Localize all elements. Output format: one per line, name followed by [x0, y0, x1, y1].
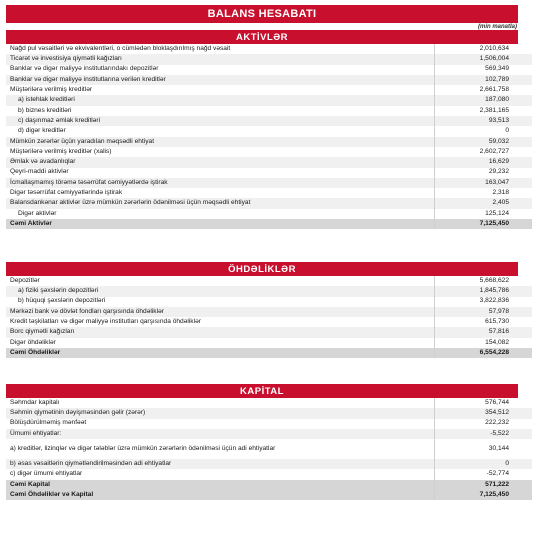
row-label: Ticarət və investisiya qiymətli kağızları: [6, 54, 435, 64]
row-value: 1,506,004: [435, 54, 533, 64]
table-row: [6, 54, 532, 64]
row-value: 2,381,165: [435, 106, 533, 116]
row-label: Cəmi Öhdəliklər: [6, 348, 435, 358]
row-label: İcmallaşmamış törəmə təsərrüfat cəmiyyətlərdə iştirak: [6, 178, 435, 188]
row-value: 59,032: [435, 137, 533, 147]
row-label: b) biznes kreditləri: [6, 106, 435, 116]
row-label: Borc qiymətli kağızları: [6, 327, 435, 337]
section-capital: [6, 384, 518, 500]
row-value: 154,082: [435, 338, 533, 348]
row-value: 2,661,758: [435, 85, 533, 95]
table-row: [6, 95, 532, 105]
table-row: [6, 126, 532, 136]
table-row: [6, 106, 532, 116]
row-label: a) kreditlər, lizinqlər və digər tələblər üzrə mümkün zərərlərin ödənilməsi üçün adi ehtiyatlar: [6, 439, 435, 459]
table-row: [6, 338, 532, 348]
row-label: b) hüquqi şəxslərin depozitləri: [6, 297, 435, 307]
row-value: 57,816: [435, 327, 533, 337]
row-label: a) istehlak kreditləri: [6, 95, 435, 105]
table-row: [6, 307, 532, 317]
row-label: Nağd pul vəsaitləri və ekvivalentləri, o cümlədən bloklaşdırılmış nağd vəsait: [6, 44, 435, 54]
liabilities-table: [6, 276, 532, 358]
row-label: Banklar və digər maliyyə institutlarına verilən kreditlər: [6, 75, 435, 85]
row-value: 102,789: [435, 75, 533, 85]
table-row: [6, 209, 532, 219]
row-value: 125,124: [435, 209, 533, 219]
row-label: Cəmi Aktivlər: [6, 219, 435, 229]
row-label: Mərkəzi bank və dövlət fondları qarşısında öhdəliklər: [6, 307, 435, 317]
row-label: Digər öhdəliklər: [6, 338, 435, 348]
row-value: 163,047: [435, 178, 533, 188]
row-label: Müştərilərə verilmiş kreditlər (xalis): [6, 147, 435, 157]
section-heading-liabilities: ÖHDƏLİKLƏR: [6, 262, 518, 276]
total-row: [6, 490, 532, 500]
row-label: Əmlak və avadanlıqlar: [6, 157, 435, 167]
row-label: Səhmdar kapitalı: [6, 398, 435, 408]
row-value: 5,668,622: [435, 276, 533, 286]
table-row: [6, 286, 532, 296]
row-value: 6,554,228: [435, 348, 533, 358]
row-value: 222,232: [435, 419, 533, 429]
row-value: 7,125,450: [435, 490, 533, 500]
row-label: b) əsas vəsaitlərin qiymətləndirilməsindən adi ehtiyatlar: [6, 459, 435, 469]
row-value: 571,222: [435, 480, 533, 490]
table-row: [6, 85, 532, 95]
table-row: [6, 327, 532, 337]
row-label: Cəmi Kapital: [6, 480, 435, 490]
assets-table: [6, 44, 532, 229]
total-row: [6, 348, 532, 358]
row-value: 2,318: [435, 188, 533, 198]
table-row: [6, 178, 532, 188]
row-value: 3,822,836: [435, 297, 533, 307]
row-label: d) digər kreditlər: [6, 126, 435, 136]
row-value: 7,125,450: [435, 219, 533, 229]
row-label: Bölüşdürülməmiş mənfəət: [6, 419, 435, 429]
row-label: Müştərilərə verilmiş kreditlər: [6, 85, 435, 95]
table-row: [6, 469, 532, 479]
table-row: [6, 398, 532, 408]
row-label: Digər təsərrüfat cəmiyyətlərində iştirak: [6, 188, 435, 198]
row-value: 0: [435, 126, 533, 136]
table-row: [6, 429, 532, 439]
row-label: Ümumi ehtiyatlar:: [6, 429, 435, 439]
row-label: a) fiziki şəxslərin depozitləri: [6, 286, 435, 296]
row-value: -5,522: [435, 429, 533, 439]
row-value: 30,144: [435, 439, 533, 459]
table-row: [6, 419, 532, 429]
capital-table: [6, 398, 532, 500]
table-row: [6, 137, 532, 147]
row-value: 354,512: [435, 408, 533, 418]
total-row: [6, 480, 532, 490]
table-row: [6, 75, 532, 85]
row-value: 187,080: [435, 95, 533, 105]
row-label: Banklar və digər maliyyə institutlarındakı depozitlər: [6, 65, 435, 75]
table-row: [6, 276, 532, 286]
row-value: 93,513: [435, 116, 533, 126]
row-label: Cəmi Öhdəliklər və Kapital: [6, 490, 435, 500]
row-value: 2,602,727: [435, 147, 533, 157]
row-label: c) digər ümumi ehtiyatlar: [6, 469, 435, 479]
row-value: 569,349: [435, 65, 533, 75]
table-row: [6, 198, 532, 208]
row-label: Balansdankənar aktivlər üzrə mümkün zərərlərin ödənilməsi üçün məqsədli ehtiyat: [6, 198, 435, 208]
table-row: [6, 439, 532, 459]
section-heading-capital: KAPİTAL: [6, 384, 518, 398]
row-label: Digər aktivlər: [6, 209, 435, 219]
row-value: -52,774: [435, 469, 533, 479]
row-value: 576,744: [435, 398, 533, 408]
table-row: [6, 459, 532, 469]
table-row: [6, 44, 532, 54]
row-label: Mümkün zərərlər üçün yaradılan məqsədli ehtiyat: [6, 137, 435, 147]
row-value: 1,845,786: [435, 286, 533, 296]
table-row: [6, 147, 532, 157]
row-value: 0: [435, 459, 533, 469]
table-row: [6, 168, 532, 178]
table-row: [6, 116, 532, 126]
report-title: BALANS HESABATI: [6, 5, 518, 23]
unit-note: (min manatla): [477, 24, 517, 30]
row-label: c) daşınmaz əmlak kreditləri: [6, 116, 435, 126]
total-row: [6, 219, 532, 229]
row-value: 57,978: [435, 307, 533, 317]
section-liabilities: [6, 262, 518, 358]
row-value: 16,629: [435, 157, 533, 167]
row-value: 615,730: [435, 317, 533, 327]
table-row: [6, 297, 532, 307]
table-row: [6, 188, 532, 198]
table-row: [6, 65, 532, 75]
row-label: Səhmin qiymətinin dəyişməsindən gəlir (zərər): [6, 408, 435, 418]
row-label: Qeyri-maddi aktivlər: [6, 168, 435, 178]
row-label: Depozitlər: [6, 276, 435, 286]
section-heading-assets: AKTİVLƏR: [6, 30, 518, 44]
row-label: Kredit təşkilatları və digər maliyyə institutları qarşısında öhdəliklər: [6, 317, 435, 327]
table-row: [6, 408, 532, 418]
section-assets: [6, 30, 518, 229]
table-row: [6, 157, 532, 167]
row-value: 2,010,634: [435, 44, 533, 54]
row-value: 29,232: [435, 168, 533, 178]
table-row: [6, 317, 532, 327]
row-value: 2,405: [435, 198, 533, 208]
